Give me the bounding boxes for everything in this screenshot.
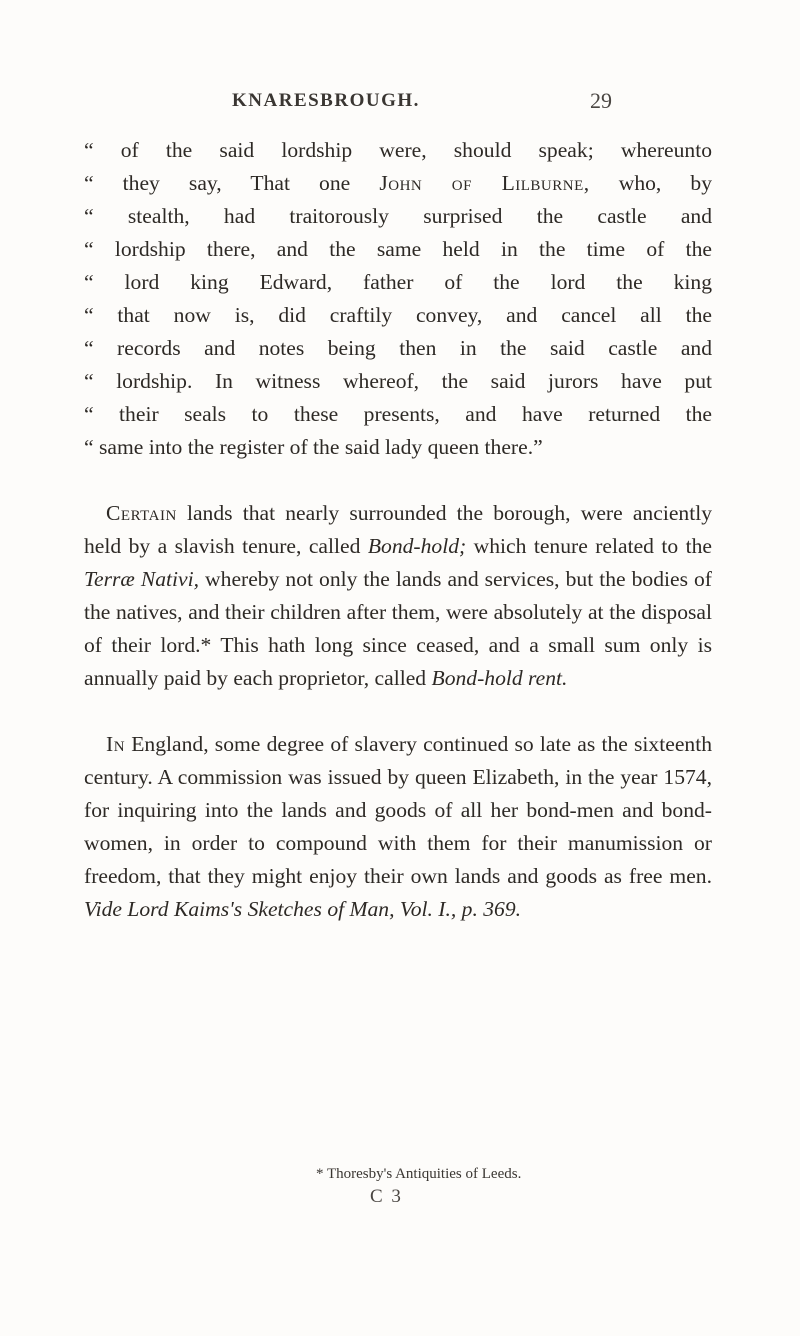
paragraph-lead-word: In: [106, 732, 126, 756]
quote-person-name: John of Lilburne,: [379, 171, 590, 195]
quote-line: “ records and notes being then in the said castle and: [84, 336, 712, 360]
italic-term: Bond-hold rent.: [431, 666, 568, 690]
quote-line: “ lordship there, and the same held in the time of the: [84, 237, 712, 261]
italic-term: Bond-hold;: [367, 534, 467, 558]
quote-line-with-name: [84, 167, 712, 200]
paragraph-bond-hold: [84, 497, 712, 695]
italic-term: Terræ Nativi,: [84, 567, 200, 591]
quote-line: “ same into the register of the said lady queen there.”: [84, 435, 543, 459]
page-header: [232, 90, 612, 120]
paragraph-slavery: [84, 728, 712, 926]
quote-line-text: “ they say, That one: [84, 171, 351, 195]
page-number: 29: [590, 88, 612, 113]
citation: Vide Lord Kaims's Sketches of Man, Vol. I., p. 369.: [84, 897, 522, 921]
quote-line: “ lord king Edward, father of the lord the king: [84, 270, 712, 294]
signature-mark: C 3: [370, 1186, 403, 1207]
paragraph-text: England, some degree of slavery continued so late as the sixteenth century. A commission was issued by queen Elizabeth, in the year 1574, for inquiring into the lands and goods of all her bond-men and bond-women, in order to compound with them for their manumission or freedom, that they might enjoy their own lands and goods as free men.: [84, 732, 712, 888]
quote-line: “ lordship. In witness whereof, the said jurors have put: [84, 369, 712, 393]
quote-line: “ stealth, had traitorously surprised the castle and: [84, 204, 712, 228]
body-text: [84, 134, 712, 926]
running-head: KNARESBROUGH.: [232, 90, 420, 111]
paragraph-lead-word: Certain: [106, 501, 177, 525]
paragraph-text: which tenure related to the: [466, 534, 712, 558]
quote-line-text: who, by: [589, 171, 712, 195]
paragraph-text: whereby not only the lands and services, but the bodies of the natives, and their children after them, were absolutely at the disposal of their lord.* This hath long since ceased, and a small sum only is annually paid by each proprietor, called: [84, 567, 712, 690]
quote-line: “ their seals to these presents, and have returned the: [84, 402, 712, 426]
quote-line: “ that now is, did craftily convey, and cancel all the: [84, 303, 712, 327]
footnote: * Thoresby's Antiquities of Leeds.: [316, 1166, 522, 1182]
paragraph-text: lands that nearly surrounded the borough, were anciently held by a slavish tenure, called: [84, 501, 712, 558]
quotation-block: [84, 134, 712, 464]
quote-line: “ of the said lordship were, should speak; whereunto: [84, 138, 712, 162]
